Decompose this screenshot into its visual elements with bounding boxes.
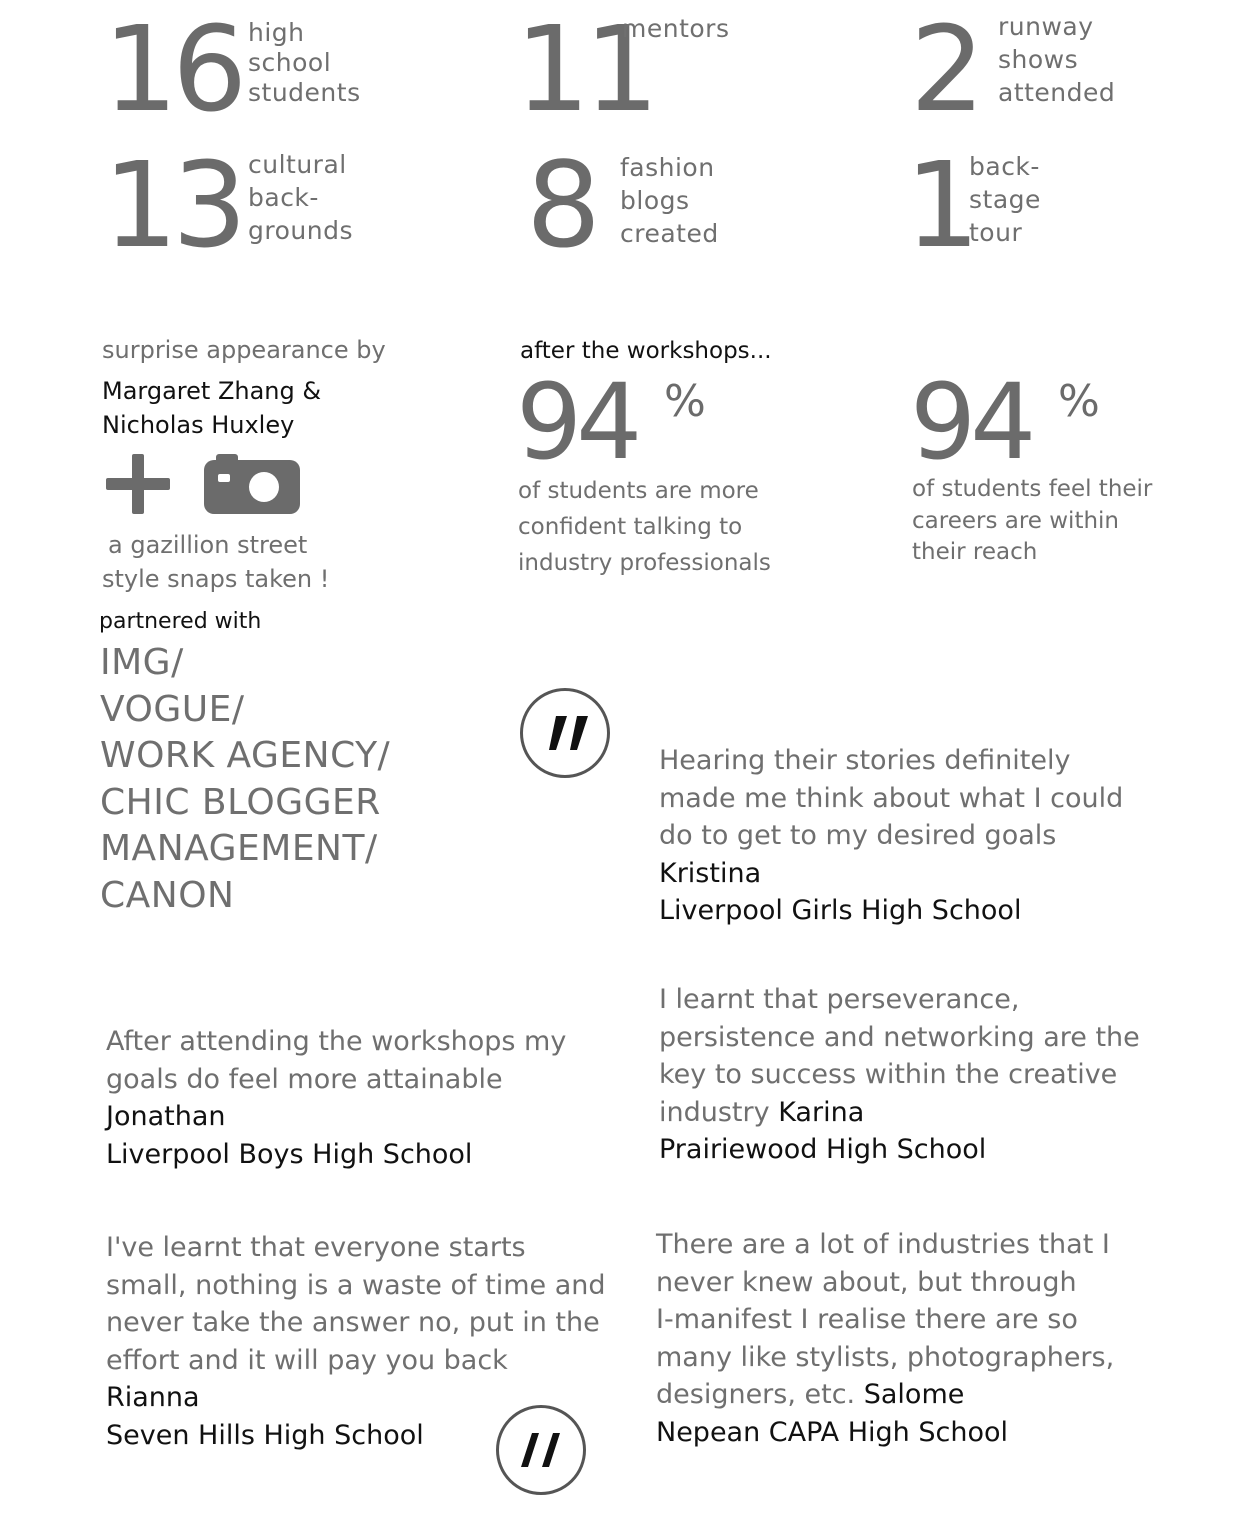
testimonial-rianna: I've learnt that everyone starts small, nothing is a waste of time and never take the answer no, put in the effort and it will pay you back Rianna Seven Hills High School — [106, 1229, 606, 1454]
partner-item: CANON — [100, 874, 235, 916]
testimonial-school: Seven Hills High School — [106, 1419, 424, 1451]
testimonial-karina: I learnt that perseverance, persistence and networking are the key to success within the creative industry Karina Prairiewood High School — [659, 981, 1140, 1169]
after-heading: after the workshops... — [520, 338, 772, 364]
stat-value: 13 — [103, 136, 242, 274]
percent-sign: % — [1058, 376, 1100, 427]
testimonial-name: Salome — [863, 1379, 965, 1410]
testimonial-name: Jonathan — [106, 1101, 226, 1132]
stat-label: mentors — [622, 14, 730, 43]
stat-label: cultural back- grounds — [248, 150, 353, 245]
partner-item: WORK AGENCY/ — [100, 735, 391, 776]
percent-value: 94 — [516, 361, 637, 483]
stat-value: 1 — [905, 136, 975, 274]
percent-description: of students feel their careers are within their reach — [912, 476, 1153, 565]
testimonial-school: Nepean CAPA High School — [656, 1416, 1009, 1448]
plus-icon — [104, 452, 172, 516]
partner-item: IMG/ — [100, 642, 184, 683]
stat-label: back- stage tour — [969, 152, 1041, 247]
stat-label: runway shows attended — [998, 12, 1116, 107]
camera-icon — [204, 454, 300, 514]
stat-label: fashion blogs created — [620, 153, 719, 248]
testimonial-salome: There are a lot of industries that I never knew about, but through I-manifest I realise there are so many like stylists, photographers, designers, etc. Salome Nepean CAPA High School — [656, 1226, 1114, 1451]
percent-value: 94 — [910, 361, 1031, 483]
snaps-text: a gazillion street style snaps taken ! — [102, 531, 330, 593]
testimonial-school: Liverpool Girls High School — [659, 895, 1022, 926]
testimonial-school: Liverpool Boys High School — [106, 1138, 473, 1170]
surprise-intro: surprise appearance by — [102, 336, 386, 364]
open-quote-icon — [520, 688, 610, 778]
stat-value: 16 — [103, 0, 242, 138]
partner-item: VOGUE/ — [100, 688, 245, 730]
partners-heading: partnered with — [99, 609, 262, 634]
testimonial-name: Karina — [778, 1096, 865, 1128]
stat-value: 11 — [515, 0, 654, 138]
stat-value: 2 — [910, 0, 980, 138]
partners-list — [100, 640, 390, 919]
percent-sign: % — [664, 376, 706, 427]
testimonial-kristina: Hearing their stories definitely made me think about what I could do to get to my desired goals Kristina Liverpool Girls High School — [659, 742, 1123, 930]
percent-description: of students are more confident talking to industry professionals — [518, 478, 771, 576]
surprise-names: Margaret Zhang & Nicholas Huxley — [102, 377, 322, 439]
testimonial-jonathan: After attending the workshops my goals do feel more attainable Jonathan Liverpool Boys High School — [106, 1023, 566, 1173]
testimonial-school: Prairiewood High School — [659, 1134, 987, 1165]
testimonial-name: Kristina — [659, 857, 762, 889]
partner-item: CHIC BLOGGER — [100, 781, 381, 823]
stat-label: high school students — [248, 18, 361, 107]
testimonial-name: Rianna — [106, 1382, 200, 1413]
partner-item: MANAGEMENT/ — [100, 828, 378, 869]
stat-value: 8 — [526, 136, 596, 274]
